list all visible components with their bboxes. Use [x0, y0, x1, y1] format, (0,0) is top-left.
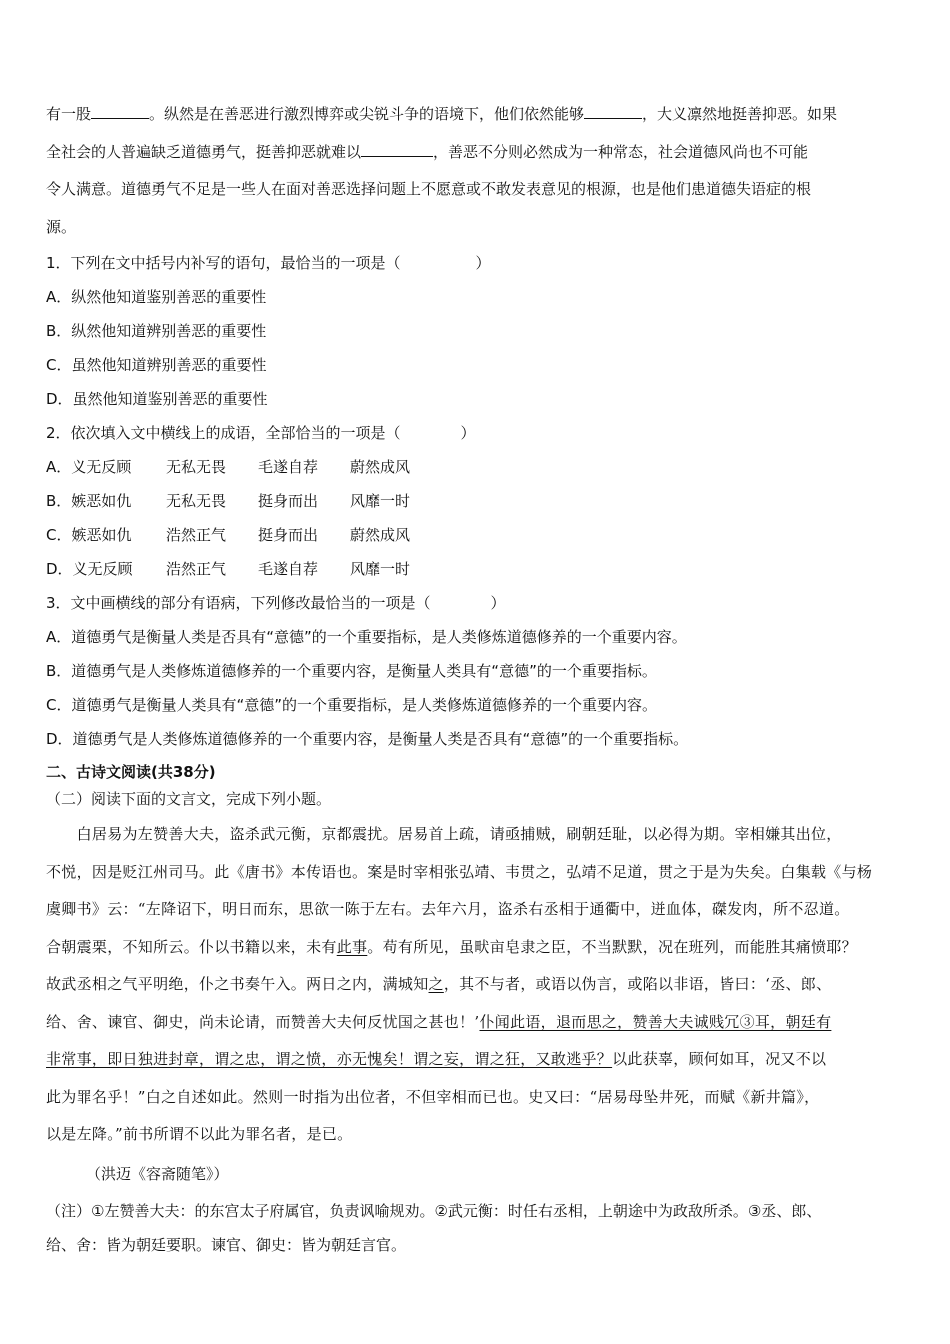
classical-line: 不悦，因是贬江州司马。此《唐书》本传语也。案是时宰相张弘靖、韦贯之，弘靖不足道，贯之于是为失矣。白集载《与杨 [46, 862, 873, 881]
classical-line: 以是左降。”前书所谓不以此为罪名者，是已。 [46, 1125, 353, 1143]
option-a[interactable]: A．义无反顾 无私无畏 毛遂自荐 蔚然成风 [46, 458, 411, 476]
question-2 [46, 416, 908, 586]
question-3 [46, 586, 908, 756]
note-line: 给、舍：皆为朝廷要职。谏官、御史：皆为朝廷言官。 [46, 1235, 407, 1254]
underlined-phrase: 之 [428, 975, 444, 993]
classical-passage [46, 816, 908, 1194]
option-c[interactable]: C．嫉恶如仇 浩然正气 挺身而出 蔚然成风 [46, 526, 411, 544]
option-d[interactable]: D．道德勇气是人类修炼道德修养的一个重要内容，是衡量人类是否具有“意德”的一个重要指标。 [46, 730, 689, 748]
fill-blank-2[interactable] [584, 102, 642, 119]
underlined-sentence: 非常事，即日独进封章，谓之忠，谓之愤，亦无愧矣！谓之妄，谓之狂，又敢逃乎？ [46, 1050, 613, 1068]
classical-line: 白居易为左赞善大夫，盗杀武元衡，京都震扰。居易首上疏，请亟捕贼，刷朝廷耻，以必得为期。宰相嫌其出位， [46, 825, 842, 843]
section-title: 二、古诗文阅读(共38分) [46, 763, 216, 781]
option-b[interactable]: B．嫉恶如仇 无私无畏 挺身而出 风靡一时 [46, 492, 411, 510]
fill-blank-3[interactable] [361, 140, 433, 157]
notes [46, 1194, 908, 1262]
passage-line: 全社会的人普遍缺乏道德勇气，挺善抑恶就难以 ，善恶不分则必然成为一种常态，社会道德风尚也不可能 [46, 134, 908, 172]
classical-line: 此为罪名乎！”白之自述如此。然则一时指为出位者，不但宰相而已也。史又曰：“居易母坠井死，而赋《新井篇》， [46, 1087, 820, 1106]
classical-line: 给、舍、谏官、御史，尚未论请，而赞善大夫何反忧国之甚也！’仆闻此语，退而思之，赞善大夫诚贱冗③耳，朝廷有 [46, 1012, 832, 1031]
question-stem: 1．下列在文中括号内补写的语句，最恰当的一项是（ ） [46, 254, 491, 272]
source-citation: （洪迈《容斋随笔》） [86, 1164, 229, 1183]
option-a[interactable]: A．纵然他知道鉴别善恶的重要性 [46, 288, 267, 306]
classical-line: 非常事，即日独进封章，谓之忠，谓之愤，亦无愧矣！谓之妄，谓之狂，又敢逃乎？以此获辜，顾何如耳，况又不以 [46, 1050, 827, 1068]
fill-blank-1[interactable] [91, 102, 149, 119]
question-stem: 3．文中画横线的部分有语病，下列修改最恰当的一项是（ ） [46, 594, 506, 612]
passage-line: 令人满意。道德勇气不足是一些人在面对善恶选择问题上不愿意或不敢发表意见的根源，也是他们患道德失语症的根 [46, 180, 812, 198]
classical-line: 故武丞相之气平明绝，仆之书奏午入。两日之内，满城知之，其不与者，或语以伪言，或陷以非语，皆曰：‘丞、郎、 [46, 975, 832, 993]
note-line: （注）①左赞善大夫：的东宫太子府属官，负责讽喻规劝。②武元衡：时任右丞相，上朝途中为政敌所杀。③丞、郎、 [46, 1201, 822, 1220]
passage [46, 96, 908, 246]
question-1 [46, 246, 908, 416]
exam-page [46, 96, 908, 1262]
option-b[interactable]: B．道德勇气是人类修炼道德修养的一个重要内容，是衡量人类具有“意德”的一个重要指标。 [46, 662, 657, 680]
passage-line: 有一股 。纵然是在善恶进行激烈博弈或尖锐斗争的语境下，他们依然能够 ，大义凛然地挺善抑恶。如果 [46, 96, 908, 134]
section-intro: （二）阅读下面的文言文，完成下列小题。 [46, 790, 332, 808]
passage-line: 源。 [46, 217, 77, 236]
underlined-phrase: 此事 [336, 937, 368, 956]
option-d[interactable]: D．虽然他知道鉴别善恶的重要性 [46, 390, 268, 408]
option-d[interactable]: D．义无反顾 浩然正气 毛遂自荐 风靡一时 [46, 560, 411, 578]
underlined-sentence: 仆闻此语，退而思之，赞善大夫诚贱冗③耳，朝廷有 [479, 1012, 832, 1031]
classical-line: 虞卿书》云：“左降诏下，明日而东，思欲一陈于左右。去年六月，盗杀右丞相于通衢中，迸血体，磔发肉，所不忍道。 [46, 900, 850, 918]
question-stem: 2．依次填入文中横线上的成语，全部恰当的一项是（ ） [46, 424, 476, 442]
classical-line: 合朝震栗，不知所云。仆以书籍以来，未有此事。苟有所见，虽畎亩皂隶之臣，不当默默，况在班列，而能胜其痛愤耶？ [46, 937, 857, 956]
option-c[interactable]: C．虽然他知道辨别善恶的重要性 [46, 356, 267, 374]
option-b[interactable]: B．纵然他知道辨别善恶的重要性 [46, 322, 267, 340]
option-a[interactable]: A．道德勇气是衡量人类是否具有“意德”的一个重要指标，是人类修炼道德修养的一个重要内容。 [46, 628, 687, 646]
option-c[interactable]: C．道德勇气是衡量人类具有“意德”的一个重要指标，是人类修炼道德修养的一个重要内容。 [46, 696, 658, 714]
